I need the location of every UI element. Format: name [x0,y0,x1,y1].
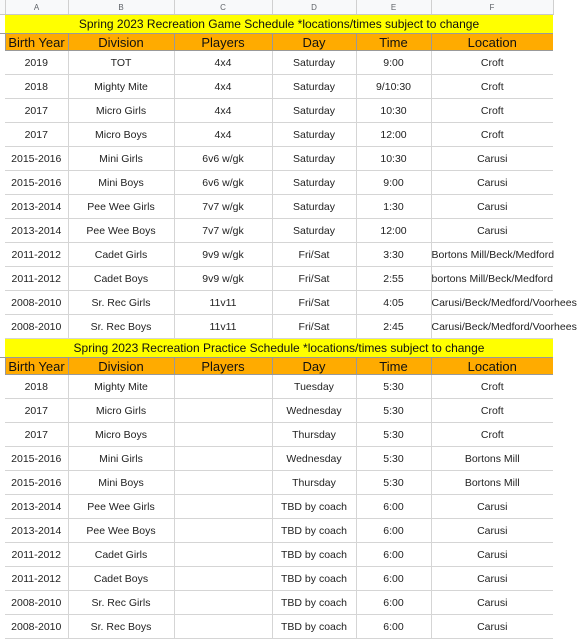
table-cell[interactable]: Pee Wee Boys [68,519,174,543]
table-cell[interactable]: Carusi [431,591,553,615]
table-cell[interactable]: Saturday [272,195,356,219]
table-cell[interactable]: Carusi [431,519,553,543]
table-cell[interactable]: Sr. Rec Boys [68,615,174,639]
table-cell[interactable]: Bortons Mill [431,447,553,471]
table-row [0,291,553,315]
table-row [0,471,553,495]
practice-schedule-title[interactable]: Spring 2023 Recreation Practice Schedule *locations/times subject to change [5,339,553,358]
table-row [0,567,553,591]
table-cell[interactable]: TBD by coach [272,615,356,639]
table-cell[interactable]: Fri/Sat [272,315,356,339]
table-cell[interactable]: 2018 [5,75,68,99]
table-row [0,543,553,567]
table-cell[interactable]: 2018 [5,375,68,399]
table-cell[interactable]: 9:00 [356,171,431,195]
table-cell[interactable]: 5:30 [356,423,431,447]
table-row [0,267,553,291]
practice-title-row [0,339,553,358]
table-cell[interactable]: 10:30 [356,99,431,123]
table-cell[interactable]: 6v6 w/gk [174,147,272,171]
table-cell[interactable]: Carusi [431,219,553,243]
column-heading[interactable]: Birth Year [5,34,68,51]
table-cell[interactable]: 2017 [5,123,68,147]
table-row [0,447,553,471]
table-cell[interactable]: 2013-2014 [5,519,68,543]
table-cell[interactable] [174,471,272,495]
table-row [0,423,553,447]
table-cell[interactable]: 2011-2012 [5,567,68,591]
table-cell[interactable]: Tuesday [272,375,356,399]
table-cell[interactable]: 2:55 [356,267,431,291]
table-cell[interactable]: Mighty Mite [68,75,174,99]
table-cell[interactable] [174,567,272,591]
table-cell[interactable]: Croft [431,399,553,423]
table-cell[interactable]: 5:30 [356,447,431,471]
table-cell[interactable]: Croft [431,99,553,123]
table-cell[interactable] [174,399,272,423]
table-cell[interactable]: Micro Boys [68,423,174,447]
table-cell[interactable]: 4x4 [174,99,272,123]
table-cell[interactable]: 6:00 [356,519,431,543]
table-row [0,75,553,99]
table-cell[interactable]: 4x4 [174,51,272,75]
table-cell[interactable]: Croft [431,51,553,75]
table-cell[interactable]: Micro Girls [68,99,174,123]
table-row [0,243,553,267]
table-cell[interactable] [174,375,272,399]
table-cell[interactable]: Bortons Mill [431,471,553,495]
table-cell[interactable]: Carusi [431,495,553,519]
table-cell[interactable]: TBD by coach [272,567,356,591]
table-row [0,495,553,519]
table-cell[interactable]: 2015-2016 [5,447,68,471]
table-cell[interactable]: 2015-2016 [5,147,68,171]
table-cell[interactable]: Croft [431,423,553,447]
table-cell[interactable]: 2019 [5,51,68,75]
table-cell[interactable]: 2008-2010 [5,315,68,339]
column-heading[interactable]: Players [174,34,272,51]
table-cell[interactable]: Croft [431,75,553,99]
table-cell[interactable]: TBD by coach [272,591,356,615]
table-cell[interactable]: 7v7 w/gk [174,219,272,243]
table-cell[interactable]: Saturday [272,147,356,171]
table-cell[interactable]: 10:30 [356,147,431,171]
table-cell[interactable]: Pee Wee Girls [68,495,174,519]
table-cell[interactable]: Bortons Mill/Beck/Medford [431,243,553,267]
table-cell[interactable]: Saturday [272,219,356,243]
table-row [0,615,553,639]
column-heading[interactable]: Division [68,358,174,375]
table-cell[interactable]: Wednesday [272,399,356,423]
table-cell[interactable]: 5:30 [356,375,431,399]
table-cell[interactable]: Croft [431,123,553,147]
table-cell[interactable]: Saturday [272,123,356,147]
table-cell[interactable]: 4x4 [174,123,272,147]
table-cell[interactable]: Sr. Rec Girls [68,591,174,615]
table-cell[interactable]: Carusi [431,543,553,567]
table-cell[interactable]: 3:30 [356,243,431,267]
column-heading[interactable]: Location [431,358,553,375]
table-row [0,219,553,243]
table-cell[interactable]: Carusi/Beck/Medford/Voorhees [431,291,553,315]
table-cell[interactable] [174,519,272,543]
table-cell[interactable]: 9v9 w/gk [174,243,272,267]
table-cell[interactable]: Carusi [431,615,553,639]
table-cell[interactable]: Saturday [272,171,356,195]
table-cell[interactable]: Croft [431,375,553,399]
column-header-d[interactable]: D [272,0,356,15]
table-row [0,519,553,543]
table-cell[interactable]: Carusi/Beck/Medford/Voorhees [431,315,553,339]
table-cell[interactable]: Micro Girls [68,399,174,423]
table-cell[interactable]: Mighty Mite [68,375,174,399]
table-cell[interactable]: 7v7 w/gk [174,195,272,219]
table-cell[interactable]: Carusi [431,171,553,195]
table-cell[interactable]: Mini Girls [68,147,174,171]
table-cell[interactable]: Saturday [272,75,356,99]
table-cell[interactable]: 2015-2016 [5,171,68,195]
column-heading[interactable]: Time [356,358,431,375]
table-cell[interactable]: Saturday [272,51,356,75]
column-heading[interactable]: Birth Year [5,358,68,375]
table-cell[interactable]: 2017 [5,99,68,123]
table-cell[interactable] [174,495,272,519]
table-cell[interactable]: TBD by coach [272,519,356,543]
table-cell[interactable] [174,591,272,615]
column-heading[interactable]: Day [272,34,356,51]
table-cell[interactable]: Carusi [431,195,553,219]
game-header-row [0,34,553,51]
table-cell[interactable]: 2:45 [356,315,431,339]
table-cell[interactable]: 2011-2012 [5,543,68,567]
table-cell[interactable]: 6:00 [356,543,431,567]
table-cell[interactable]: 2011-2012 [5,243,68,267]
table-cell[interactable]: 6:00 [356,567,431,591]
table-cell[interactable]: Cadet Boys [68,567,174,591]
table-cell[interactable]: Carusi [431,147,553,171]
table-cell[interactable]: 4x4 [174,75,272,99]
column-header-b[interactable]: B [68,0,174,15]
table-row [0,99,553,123]
table-cell[interactable]: bortons Mill/Beck/Medford [431,267,553,291]
table-cell[interactable]: 5:30 [356,399,431,423]
column-heading[interactable]: Location [431,34,553,51]
table-cell[interactable]: Thursday [272,423,356,447]
table-cell[interactable]: Mini Boys [68,471,174,495]
table-cell[interactable]: 2008-2010 [5,591,68,615]
table-row [0,399,553,423]
table-cell[interactable]: 2011-2012 [5,267,68,291]
column-heading[interactable]: Division [68,34,174,51]
table-cell[interactable] [174,447,272,471]
table-cell[interactable]: Sr. Rec Boys [68,315,174,339]
table-cell[interactable]: 12:00 [356,123,431,147]
table-cell[interactable]: 5:30 [356,471,431,495]
game-schedule-title[interactable]: Spring 2023 Recreation Game Schedule *locations/times subject to change [5,15,553,34]
table-cell[interactable]: 6:00 [356,591,431,615]
table-row [0,375,553,399]
table-cell[interactable]: 1:30 [356,195,431,219]
column-heading[interactable]: Players [174,358,272,375]
table-cell[interactable]: 2013-2014 [5,219,68,243]
table-cell[interactable] [174,615,272,639]
table-cell[interactable]: TBD by coach [272,543,356,567]
table-cell[interactable]: 12:00 [356,219,431,243]
table-cell[interactable]: Fri/Sat [272,291,356,315]
table-row [0,315,553,339]
table-row [0,51,553,75]
table-cell[interactable]: Cadet Boys [68,267,174,291]
table-cell[interactable]: Saturday [272,99,356,123]
table-cell[interactable]: TBD by coach [272,495,356,519]
table-cell[interactable]: 2013-2014 [5,495,68,519]
column-letter-header [0,0,553,15]
table-cell[interactable]: Fri/Sat [272,267,356,291]
column-header-f[interactable]: F [431,0,553,15]
table-cell[interactable]: 2013-2014 [5,195,68,219]
table-cell[interactable]: Pee Wee Boys [68,219,174,243]
table-cell[interactable]: 11v11 [174,315,272,339]
table-row [0,123,553,147]
table-cell[interactable]: 11v11 [174,291,272,315]
table-cell[interactable]: 6v6 w/gk [174,171,272,195]
table-cell[interactable]: 6:00 [356,615,431,639]
game-title-row [0,15,553,34]
table-cell[interactable] [174,543,272,567]
table-cell[interactable]: 2008-2010 [5,291,68,315]
table-cell[interactable] [174,423,272,447]
table-cell[interactable]: 2008-2010 [5,615,68,639]
table-row [0,171,553,195]
column-header-e[interactable]: E [356,0,431,15]
table-cell[interactable]: Mini Girls [68,447,174,471]
table-row [0,147,553,171]
column-heading[interactable]: Time [356,34,431,51]
column-header-a[interactable]: A [5,0,68,15]
table-cell[interactable]: 2017 [5,423,68,447]
table-cell[interactable]: 2015-2016 [5,471,68,495]
practice-header-row [0,358,553,375]
table-cell[interactable]: Carusi [431,567,553,591]
table-cell[interactable]: Cadet Girls [68,243,174,267]
column-header-c[interactable]: C [174,0,272,15]
table-cell[interactable]: Thursday [272,471,356,495]
table-row [0,195,553,219]
table-cell[interactable]: Cadet Girls [68,543,174,567]
table-cell[interactable]: Mini Boys [68,171,174,195]
table-cell[interactable]: 9v9 w/gk [174,267,272,291]
table-cell[interactable]: Sr. Rec Girls [68,291,174,315]
table-cell[interactable]: Wednesday [272,447,356,471]
table-row [0,591,553,615]
table-cell[interactable]: Fri/Sat [272,243,356,267]
table-cell[interactable]: 9/10:30 [356,75,431,99]
table-cell[interactable]: 2017 [5,399,68,423]
table-cell[interactable]: 9:00 [356,51,431,75]
table-cell[interactable]: TOT [68,51,174,75]
table-cell[interactable]: 6:00 [356,495,431,519]
table-cell[interactable]: Micro Boys [68,123,174,147]
table-cell[interactable]: 4:05 [356,291,431,315]
table-cell[interactable]: Pee Wee Girls [68,195,174,219]
column-heading[interactable]: Day [272,358,356,375]
